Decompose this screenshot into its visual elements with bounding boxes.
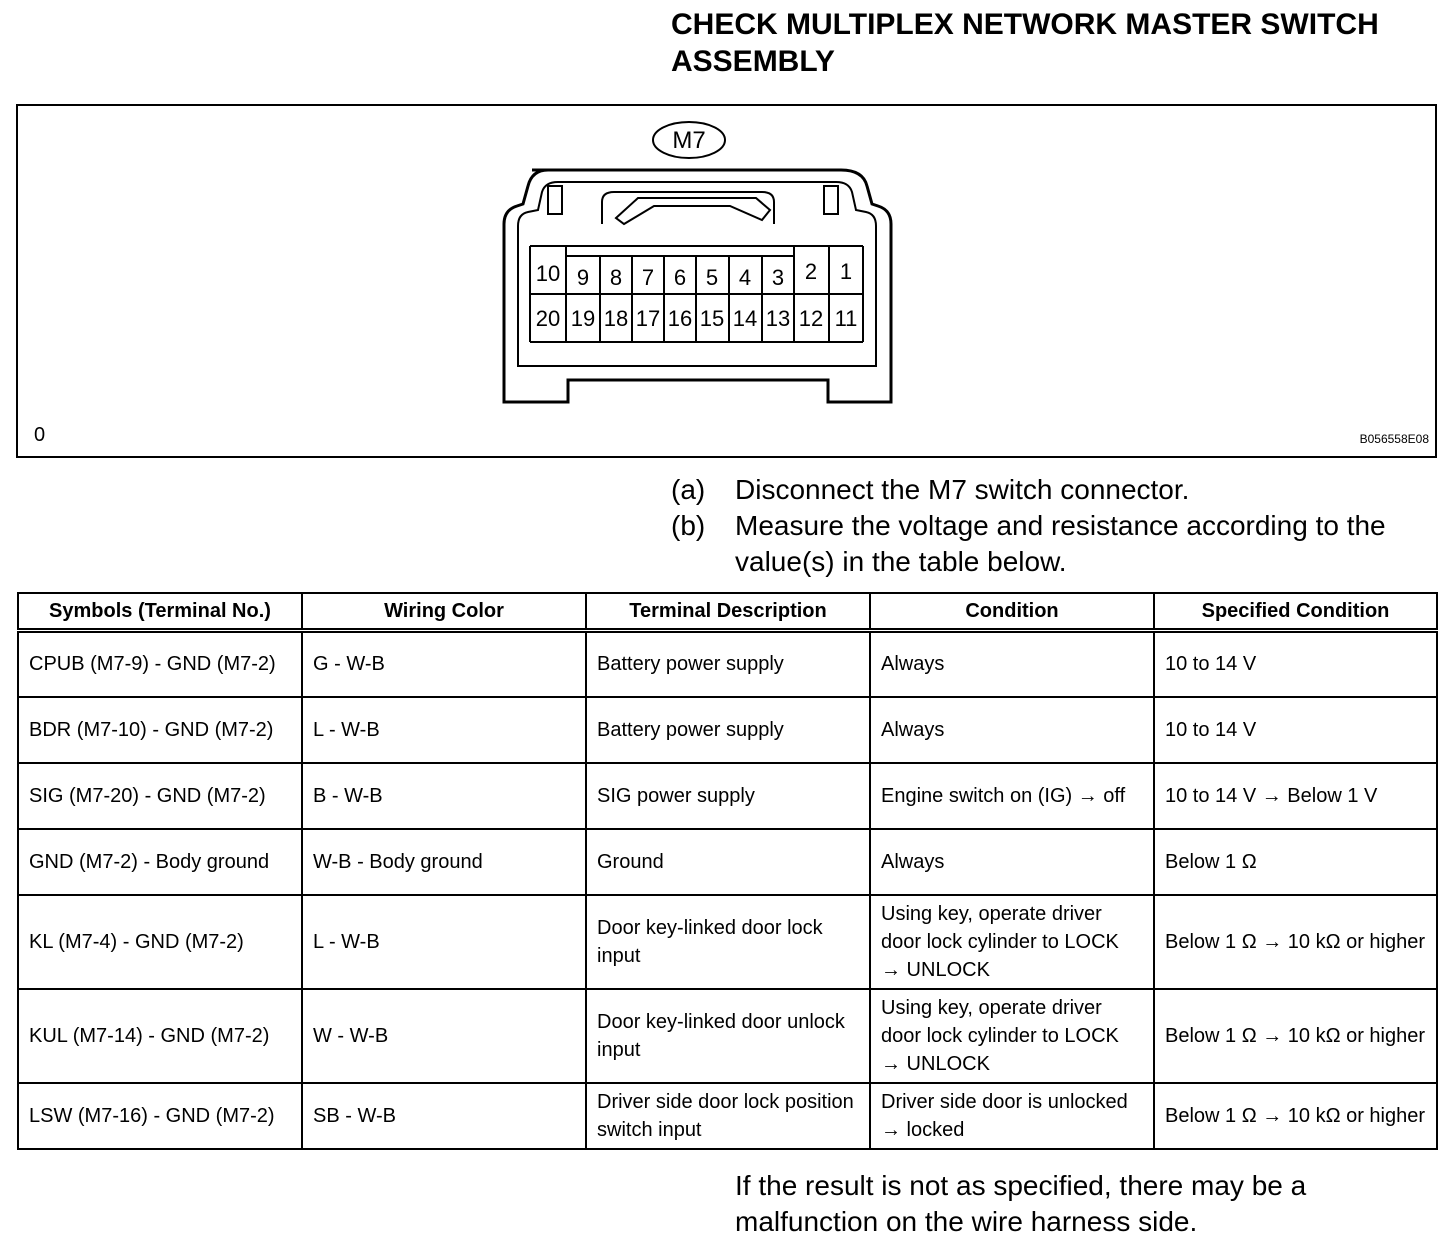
table-row <box>18 631 1437 697</box>
terminal-1: 1 <box>839 259 853 284</box>
terminal-11: 11 <box>834 306 858 331</box>
terminal-8: 8 <box>609 265 623 290</box>
step-label: (a) <box>671 474 706 505</box>
table-cell: BDR (M7-10) - GND (M7-2) <box>18 697 302 763</box>
table-cell: LSW (M7-16) - GND (M7-2) <box>18 1083 302 1149</box>
connector-diagram <box>18 106 1435 456</box>
table-cell: Battery power supply <box>586 631 870 697</box>
table-cell: SIG power supply <box>586 763 870 829</box>
table-cell: Below 1 Ω <box>1154 829 1437 895</box>
step-b <box>671 508 1431 580</box>
table-cell: Door key-linked door unlock input <box>586 989 870 1083</box>
table-cell: SB - W-B <box>302 1083 586 1149</box>
figure-corner-mark: 0 <box>34 424 46 446</box>
table-cell: Below 1 Ω → 10 kΩ or higher <box>1154 1083 1437 1149</box>
step-text: Measure the voltage and resistance according to the value(s) in the table below. <box>735 510 1386 577</box>
table-cell: Battery power supply <box>586 697 870 763</box>
table-cell: Using key, operate driver door lock cylinder to LOCK → UNLOCK <box>870 895 1154 989</box>
table-cell: KL (M7-4) - GND (M7-2) <box>18 895 302 989</box>
connector-label: M7 <box>672 127 706 154</box>
table-cell: SIG (M7-20) - GND (M7-2) <box>18 763 302 829</box>
terminal-17: 17 <box>635 306 661 331</box>
terminal-15: 15 <box>699 306 725 331</box>
column-header: Symbols (Terminal No.) <box>18 593 302 631</box>
terminal-9: 9 <box>576 265 590 290</box>
terminal-12: 12 <box>798 306 824 331</box>
table-cell: 10 to 14 V → Below 1 V <box>1154 763 1437 829</box>
table-cell: W-B - Body ground <box>302 829 586 895</box>
table-row <box>18 829 1437 895</box>
table-row <box>18 763 1437 829</box>
terminal-14: 14 <box>732 306 758 331</box>
procedure-steps <box>671 472 1431 580</box>
table-cell: Below 1 Ω → 10 kΩ or higher <box>1154 989 1437 1083</box>
table-row <box>18 1083 1437 1149</box>
table-cell: CPUB (M7-9) - GND (M7-2) <box>18 631 302 697</box>
terminal-grid <box>530 246 863 342</box>
table-cell: W - W-B <box>302 989 586 1083</box>
table-cell: Always <box>870 631 1154 697</box>
table-cell: L - W-B <box>302 697 586 763</box>
table-row <box>18 895 1437 989</box>
table-cell: Door key-linked door lock input <box>586 895 870 989</box>
table-header-row <box>18 593 1437 631</box>
table-cell: Always <box>870 697 1154 763</box>
column-header: Terminal Description <box>586 593 870 631</box>
terminal-19: 19 <box>570 306 596 331</box>
figure-code: B056558E08 <box>1359 432 1429 446</box>
table-cell: Below 1 Ω → 10 kΩ or higher <box>1154 895 1437 989</box>
step-text: Disconnect the M7 switch connector. <box>735 474 1190 505</box>
connector-figure <box>16 104 1437 458</box>
table-cell: Ground <box>586 829 870 895</box>
terminal-7: 7 <box>641 265 655 290</box>
table-row <box>18 989 1437 1083</box>
terminal-18: 18 <box>603 306 629 331</box>
terminal-5: 5 <box>705 265 719 290</box>
result-note: If the result is not as specified, there may be a malfunction on the wire harness side. <box>735 1170 1307 1237</box>
terminal-10: 10 <box>535 261 561 286</box>
table-cell: B - W-B <box>302 763 586 829</box>
table-cell: KUL (M7-14) - GND (M7-2) <box>18 989 302 1083</box>
table-cell: 10 to 14 V <box>1154 697 1437 763</box>
table-cell: GND (M7-2) - Body ground <box>18 829 302 895</box>
table-cell: L - W-B <box>302 895 586 989</box>
table-row <box>18 697 1437 763</box>
column-header: Wiring Color <box>302 593 586 631</box>
terminal-3: 3 <box>771 265 785 290</box>
column-header: Condition <box>870 593 1154 631</box>
table-cell: Driver side door is unlocked → locked <box>870 1083 1154 1149</box>
terminal-13: 13 <box>765 306 791 331</box>
table-cell: Driver side door lock position switch input <box>586 1083 870 1149</box>
terminal-2: 2 <box>804 259 818 284</box>
table-cell: 10 to 14 V <box>1154 631 1437 697</box>
terminal-20: 20 <box>535 306 561 331</box>
terminal-4: 4 <box>738 265 752 290</box>
table-cell: Always <box>870 829 1154 895</box>
table-cell: G - W-B <box>302 631 586 697</box>
page-title: CHECK MULTIPLEX NETWORK MASTER SWITCH ASSEMBLY <box>671 8 1379 78</box>
column-header: Specified Condition <box>1154 593 1437 631</box>
terminal-16: 16 <box>667 306 693 331</box>
terminal-6: 6 <box>673 265 687 290</box>
table-cell: Using key, operate driver door lock cylinder to LOCK → UNLOCK <box>870 989 1154 1083</box>
spec-table <box>17 592 1438 1150</box>
step-a <box>671 472 1431 508</box>
table-cell: Engine switch on (IG) → off <box>870 763 1154 829</box>
step-label: (b) <box>671 510 706 541</box>
